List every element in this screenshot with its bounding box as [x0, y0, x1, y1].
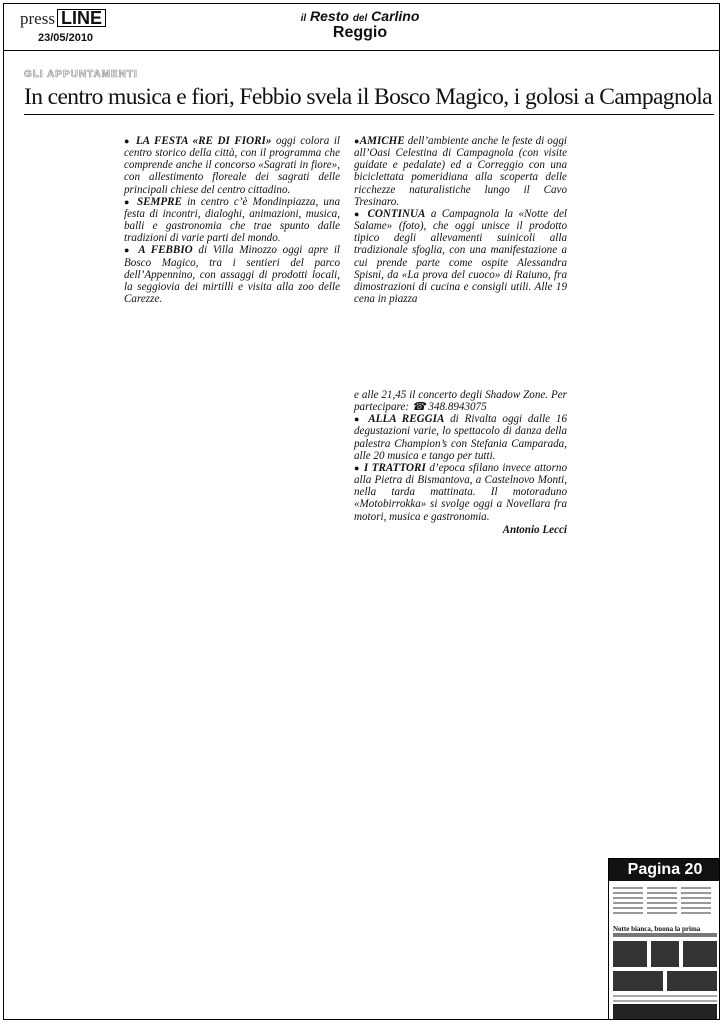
bullet-icon: ●: [354, 208, 363, 219]
edition-name: Reggio: [332, 24, 388, 41]
newspaper-masthead: [280, 8, 440, 42]
bullet-icon: ●: [124, 196, 132, 207]
pressline-logo: [20, 9, 106, 29]
paragraph: ● LA FESTA «RE DI FIORI» oggi colora il centro storico della città, con il programma che comprende anche il concorso «Sagrati in fiore», con allestimento floreale dei sagrati delle principali chiese del centro cittadino.: [124, 135, 340, 196]
paragraph: ● CONTINUA a Campagnola la «Notte del Salame» (foto), che oggi unisce il prodotto tipico degli allevamenti suinicoli alla tradizionale sfoglia, con una manifestazione a cui prende parte come ospite Alessandra Spisni, da «La prova del cuoco» di Raiuno, fra dimostrazioni di cucina e consigli utili. Alle 19 cena in piazza: [354, 207, 568, 306]
paragraph: e alle 21,45 il concerto degli Shadow Zone. Per partecipare: ☎ 348.8943075: [354, 389, 567, 414]
paragraph: ● ALLA REGGIA di Rivalta oggi dalle 16 degustazioni varie, lo spettacolo di danza della palestra Champion’s con Stefania Camparada, alle 20 musica e tango per tutti.: [354, 413, 567, 462]
page-number-label: Pagina 20: [609, 859, 720, 881]
thumbnail-preview-image: [611, 883, 719, 1019]
paragraph: ● I TRATTORI d’epoca sfilano invece attorno alla Pietra di Bismantova, a Castelnovo Monti, nella tarda mattinata. Il motoraduno «Motobirrokka» si svolge oggi a Novellara fra motori, musica e gastronomia.: [354, 461, 567, 523]
bullet-icon: ●: [124, 136, 132, 146]
headline-divider: [24, 114, 714, 115]
bullet-icon: ●: [354, 136, 360, 146]
article-column-2-continued: [354, 389, 567, 536]
article-column-1: [124, 135, 340, 305]
paragraph: ● SEMPRE in centro c’è Mondinpiazza, una festa di incontri, dialoghi, animazioni, musica, balli e gastronomia che trae spunto dalle tradizioni di varie parti del mondo.: [124, 195, 340, 245]
press-word: press: [20, 9, 55, 28]
page-thumbnail[interactable]: [608, 858, 720, 1020]
author-byline: Antonio Lecci: [502, 523, 567, 536]
paragraph: ●AMICHE dell’ambiente anche le feste di oggi all’Oasi Celestina di Campagnola (con visite guidate e pedalate) ed a Correggio con una biciclettata pomeridiana alla scoperta delle ricchezze naturalistiche lungo il Cavo Tresinaro.: [354, 135, 568, 208]
article-headline: In centro musica e fiori, Febbio svela il Bosco Magico, i golosi a Campagnola: [24, 84, 713, 110]
line-word: LINE: [57, 9, 106, 27]
bullet-icon: ●: [354, 462, 361, 473]
bullet-icon: ●: [124, 245, 133, 256]
section-kicker: GLI APPUNTAMENTI: [24, 69, 138, 80]
paragraph: ● A FEBBIO di Villa Minozzo oggi apre il Bosco Magico, tra i sentieri del parco dell’Appennino, con assaggi di prodotti locali, la seggiovia dei mirtilli e visita alla zoo delle Carezze.: [124, 244, 340, 306]
article-column-2: [354, 135, 567, 305]
newspaper-name: il Resto del Carlino: [300, 8, 420, 24]
header-divider: [3, 50, 720, 51]
thumbnail-headline: Notte bianca, buona la prima: [613, 925, 701, 933]
publication-date: 23/05/2010: [38, 32, 94, 44]
bullet-icon: ●: [354, 414, 363, 425]
